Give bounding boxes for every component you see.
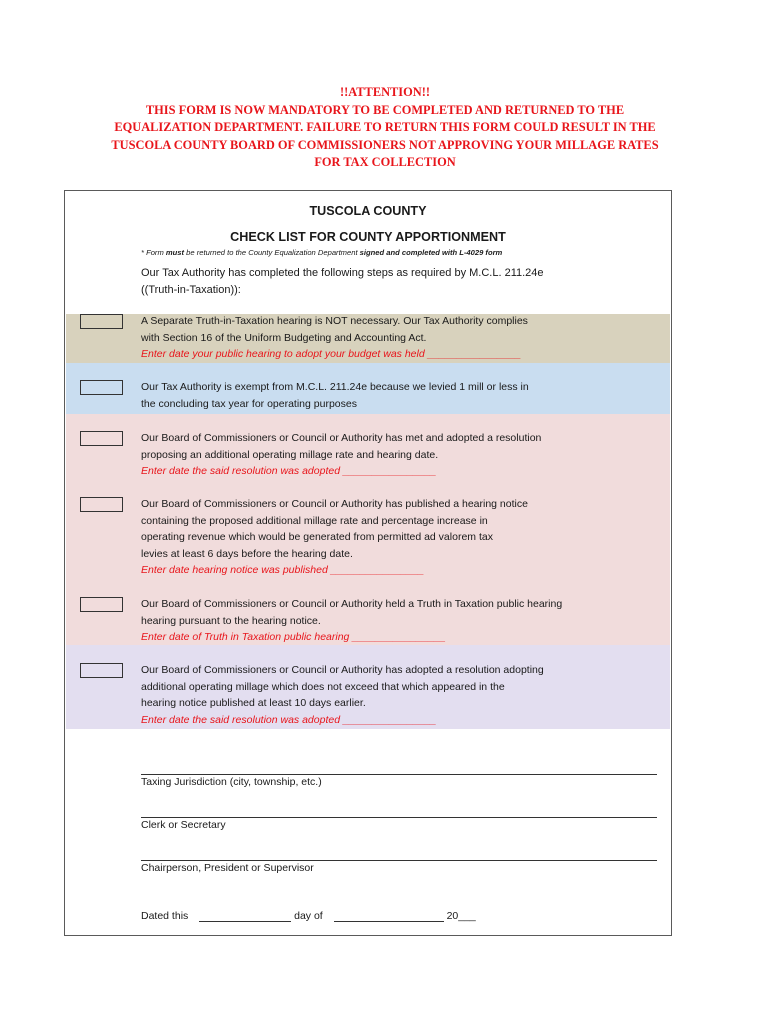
checklist-item-4: [141, 496, 528, 579]
item-line: with Section 16 of the Uniform Budgeting and Accounting Act.: [141, 331, 427, 344]
chair-label: Chairperson, President or Supervisor: [141, 862, 314, 874]
month-blank[interactable]: [334, 909, 444, 922]
checklist-item-6: [141, 662, 544, 728]
item-line: hearing pursuant to the hearing notice.: [141, 614, 321, 627]
form-title: CHECK LIST FOR COUNTY APPORTIONMENT: [230, 230, 506, 244]
jurisdiction-signature-line[interactable]: [141, 774, 657, 775]
item-line: proposing an additional operating millage rate and hearing date.: [141, 448, 439, 461]
date-prompt[interactable]: Enter date the said resolution was adopted ________________: [141, 465, 437, 478]
dated-row: [141, 909, 476, 922]
item-line: Our Board of Commissioners or Council or Authority has adopted a resolution adopting: [141, 664, 544, 676]
note-middle: be returned to the County Equalization Department: [184, 248, 360, 257]
item-line: Our Board of Commissioners or Council or Authority held a Truth in Taxation public hearing: [141, 598, 563, 610]
item-line: additional operating millage which does not exceed that which appeared in the: [141, 680, 505, 693]
intro-line: ((Truth-in-Taxation)):: [141, 284, 241, 296]
intro-line: Our Tax Authority has completed the following steps as required by M.C.L. 211.24e: [141, 267, 544, 279]
checklist-item-5: [141, 596, 562, 646]
item-line: containing the proposed additional millage rate and percentage increase in: [141, 514, 488, 527]
attention-line: TUSCOLA COUNTY BOARD OF COMMISSIONERS NOT APPROVING YOUR MILLAGE RATES: [111, 137, 659, 152]
clerk-signature-line[interactable]: [141, 817, 657, 818]
checkbox-item-3[interactable]: [80, 431, 123, 446]
checkbox-item-2[interactable]: [80, 380, 123, 395]
form-note: [141, 248, 502, 257]
item-line: operating revenue which would be generated from permitted ad valorem tax: [141, 531, 493, 544]
checklist-item-2: [141, 379, 529, 412]
day-of-label: day of: [294, 910, 323, 922]
attention-line: THIS FORM IS NOW MANDATORY TO BE COMPLETED AND RETURNED TO THE: [145, 102, 625, 117]
checkbox-item-5[interactable]: [80, 597, 123, 612]
note-must: must: [165, 248, 185, 257]
checkbox-item-4[interactable]: [80, 497, 123, 512]
item-line: Our Board of Commissioners or Council or Authority has published a hearing notice: [141, 498, 528, 510]
checklist-item-1: [141, 313, 528, 363]
date-prompt[interactable]: Enter date hearing notice was published ________________: [141, 564, 425, 577]
item-line: Our Tax Authority is exempt from M.C.L. 211.24e because we levied 1 mill or less in: [141, 381, 529, 393]
dated-label: Dated this: [141, 910, 189, 922]
checkbox-item-6[interactable]: [80, 663, 123, 678]
attention-notice: [40, 84, 730, 172]
checklist-form: [64, 190, 672, 936]
chair-signature-line[interactable]: [141, 860, 657, 861]
date-prompt[interactable]: Enter date your public hearing to adopt your budget was held ________________: [141, 348, 522, 361]
date-prompt[interactable]: Enter date the said resolution was adopted ________________: [141, 713, 437, 726]
day-blank[interactable]: [199, 909, 291, 922]
note-prefix: * Form: [141, 248, 166, 257]
checklist-item-3: [141, 430, 541, 480]
date-prompt[interactable]: Enter date of Truth in Taxation public hearing ________________: [141, 631, 446, 644]
county-title: TUSCOLA COUNTY: [309, 204, 427, 218]
item-line: hearing notice published at least 10 days earlier.: [141, 697, 366, 710]
attention-heading: !!ATTENTION!!: [340, 85, 430, 99]
checkbox-item-1[interactable]: [80, 314, 123, 329]
intro-text: [141, 265, 544, 299]
item-line: Our Board of Commissioners or Council or Authority has met and adopted a resolution: [141, 432, 542, 444]
clerk-label: Clerk or Secretary: [141, 819, 226, 831]
item-line: A Separate Truth-in-Taxation hearing is NOT necessary. Our Tax Authority complies: [141, 315, 528, 327]
attention-line: EQUALIZATION DEPARTMENT. FAILURE TO RETURN THIS FORM COULD RESULT IN THE: [114, 120, 656, 135]
jurisdiction-label: Taxing Jurisdiction (city, township, etc.): [141, 776, 322, 788]
item-line: levies at least 6 days before the hearing date.: [141, 547, 353, 560]
item-line: the concluding tax year for operating purposes: [141, 397, 357, 410]
year-label[interactable]: 20___: [446, 910, 476, 922]
attention-line: FOR TAX COLLECTION: [314, 155, 456, 170]
note-bold-tail: signed and completed with L-4029 form: [359, 248, 503, 257]
